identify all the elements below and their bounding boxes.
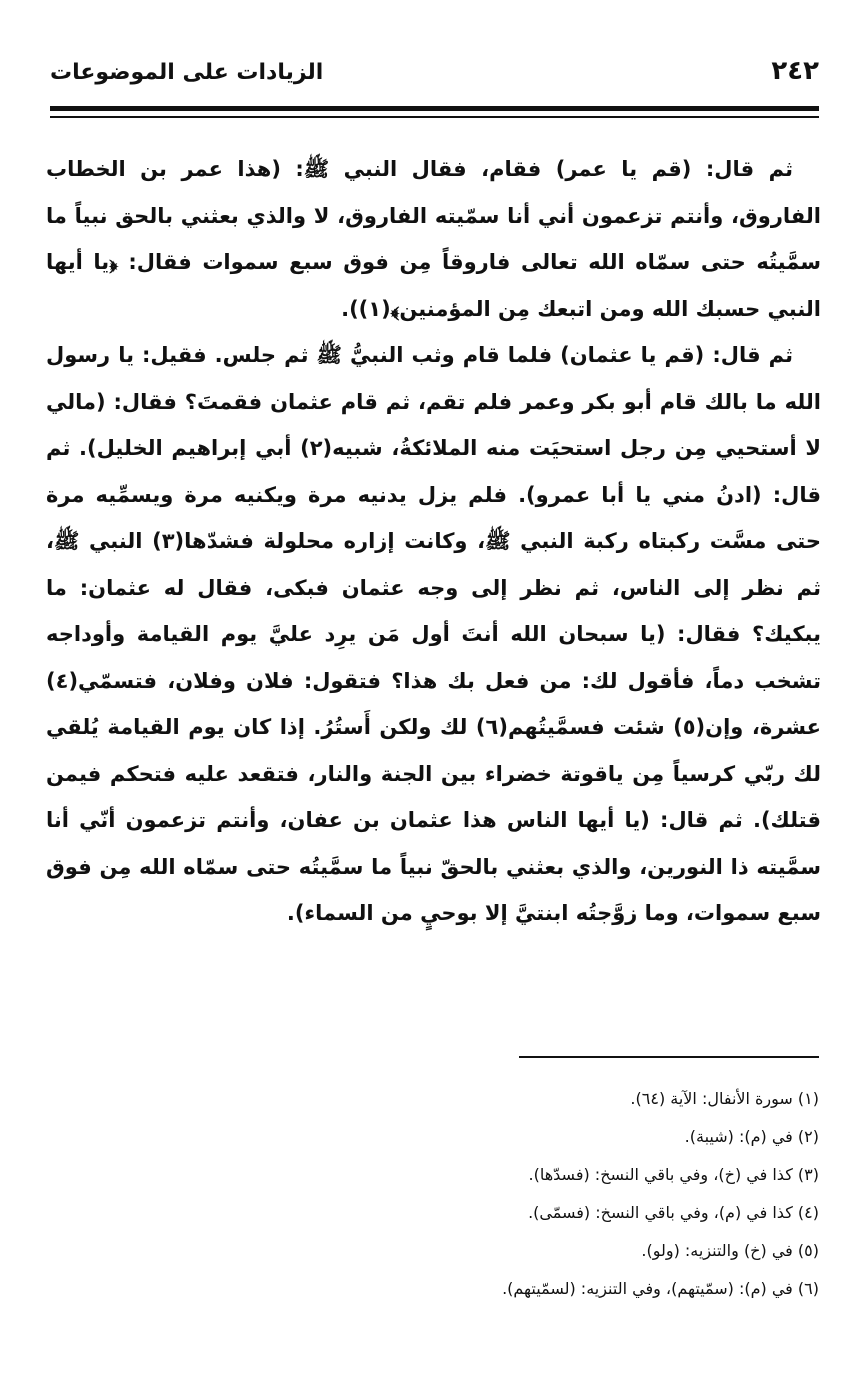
main-text <box>46 146 821 937</box>
paragraph: ثم قال: (قم يا عثمان) فلما قام وثب النبيُّ ﷺ ثم جلس. فقيل: يا رسول الله ما بالك قام أبو بكر وعمر فلم تقم، ثم قام عثمان فقمتَ؟ فقال: (مالي لا أستحيي مِن رجل استحيَت منه الملائكةُ، شبيه(٢) أبي إبراهيم الخليل). ثم قال: (ادنُ مني يا أبا عمرو). فلم يزل يدنيه مرة ويكنيه مرة ويسمِّيه مرة حتى مسَّت ركبتاه ركبة النبي ﷺ، وكانت إزاره محلولة فشدّها(٣) النبي ﷺ، ثم نظر إلى الناس، ثم نظر إلى وجه عثمان فبكى، فقال له عثمان: ما يبكيك؟ فقال: (يا سبحان الله أنتَ أول مَن يرِد عليَّ يوم القيامة وأوداجه تشخب دماً، فأقول لك: من فعل بك هذا؟ فتقول: فلان وفلان، فتسمّي(٤) عشرة، وإن(٥) شئت فسمَّيتُهم(٦) لك ولكن أَستُرُ. إذا كان يوم القيامة يُلقي لك ربّي كرسياً مِن ياقوتة خضراء بين الجنة والنار، فتقعد عليه فتحكم فيمن قتلك). ثم قال: (يا أيها الناس هذا عثمان بن عفان، وأنتم تزعمون أنّي أنا سمَّيته ذا النورين، والذي بعثني بالحقّ نبياً ما سمَّيتُه حتى سمّاه الله مِن فوق سبع سموات، وما زوَّجتُه ابنتيَّ إلا بوحيٍ من السماء). <box>46 343 821 925</box>
footnote-item: (٥) في (خ) والتنزيه: (ولو). <box>641 1241 819 1260</box>
footnote-item: (٤) كذا في (م)، وفي باقي النسخ: (فسمّى). <box>528 1203 819 1222</box>
header-rule-thin <box>50 116 819 118</box>
page-header <box>50 56 819 96</box>
header-rule-thick <box>50 106 819 111</box>
page-number: ٢٤٢ <box>771 56 819 86</box>
footnote-item: (٦) في (م): (سمّيتهم)، وفي التنزيه: (لسمّيتهم). <box>502 1279 819 1298</box>
running-title: الزيادات على الموضوعات <box>50 60 324 85</box>
footnote-item: (٣) كذا في (خ)، وفي باقي النسخ: (فسدّها). <box>528 1165 819 1184</box>
footnote-divider <box>519 1056 819 1058</box>
footnotes <box>200 1080 819 1308</box>
paragraph: ثم قال: (قم يا عمر) فقام، فقال النبي ﷺ: (هذا عمر بن الخطاب الفاروق، وأنتم تزعمون أني أنا سمّيته الفاروق، لا والذي بعثني بالحق نبياً ما سمَّيتُه حتى سمّاه الله تعالى فاروقاً مِن فوق سبع سموات فقال: ﴿يا أيها النبي حسبك الله ومن اتبعك مِن المؤمنين﴾(١)). <box>46 157 821 321</box>
footnote-item: (١) سورة الأنفال: الآية (٦٤). <box>630 1089 819 1108</box>
footnote-item: (٢) في (م): (شيبة). <box>684 1127 819 1146</box>
